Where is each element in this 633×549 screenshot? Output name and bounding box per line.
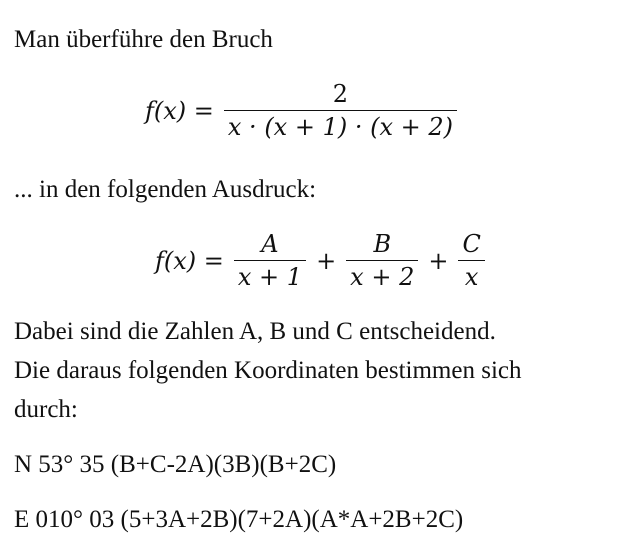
equation2-lhs: f(x) = <box>155 246 224 275</box>
term-a-fraction <box>234 228 306 293</box>
term-c-fraction <box>458 228 484 293</box>
paragraph-line-1: Dabei sind die Zahlen A, B und C entscheidend. <box>14 318 496 345</box>
term-c-numerator: C <box>462 230 481 258</box>
connector-text: ... in den folgenden Ausdruck: <box>14 176 317 203</box>
east-coordinate: E 010° 03 (5+3A+2B)(7+2A)(A*A+2B+2C) <box>14 506 464 533</box>
equation1-denominator: x · (x + 1) · (x + 2) <box>227 113 453 141</box>
term-b-numerator: B <box>373 230 392 258</box>
plus-sign: + <box>428 246 449 275</box>
term-a-denominator: x + 1 <box>237 263 303 291</box>
term-b-denominator: x + 2 <box>350 263 415 291</box>
equation-partial-fractions <box>155 228 485 293</box>
intro-text: Man überführe den Bruch <box>14 26 273 53</box>
term-c-denominator: x <box>464 263 479 291</box>
north-coordinate: N 53° 35 (B+C-2A)(3B)(B+2C) <box>14 451 337 478</box>
paragraph-line-2: Die daraus folgenden Koordinaten bestimmen sich <box>14 357 522 384</box>
equation-original-fraction <box>145 78 457 143</box>
term-b-fraction <box>346 228 418 293</box>
plus-sign: + <box>316 246 337 275</box>
paragraph-line-3: durch: <box>14 396 78 423</box>
equation1-lhs: f(x) = <box>145 96 214 125</box>
equation1-fraction <box>224 78 457 143</box>
equation1-numerator: 2 <box>332 80 349 108</box>
term-a-numerator: A <box>261 230 279 258</box>
